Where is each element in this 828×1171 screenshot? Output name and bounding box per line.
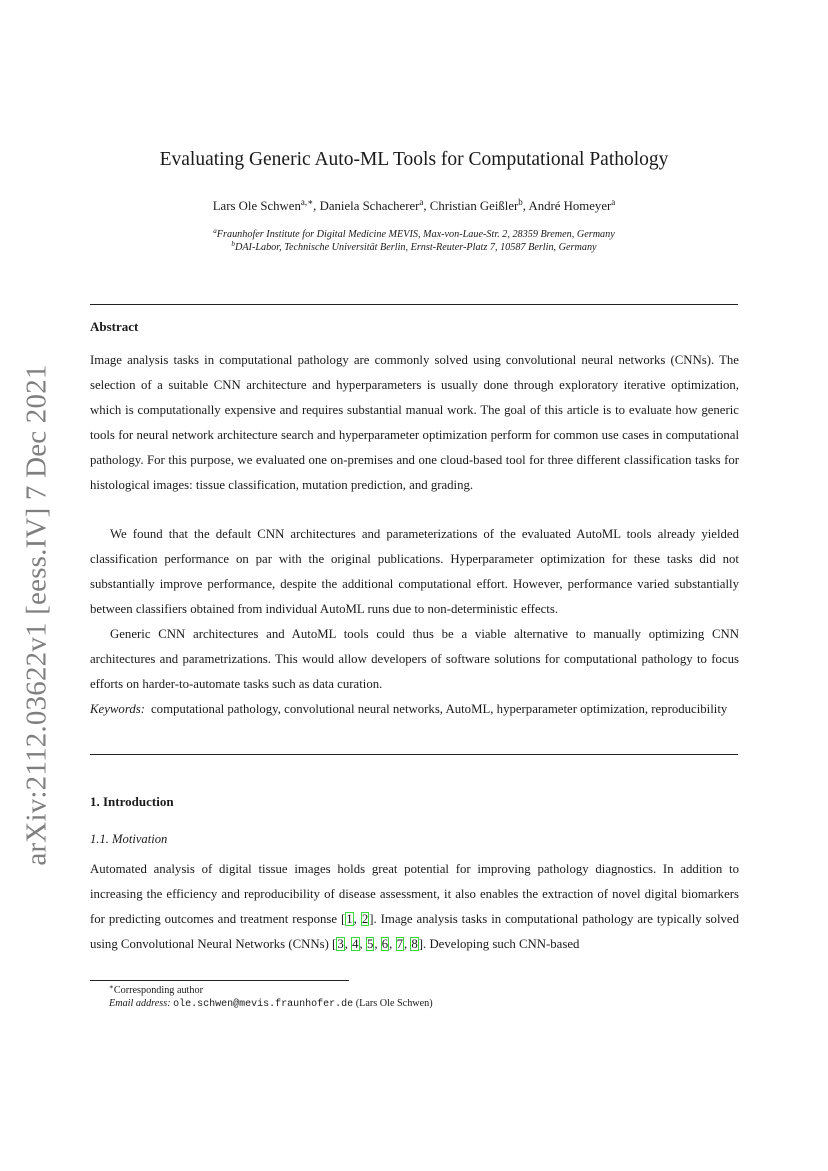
abstract-bottom-rule bbox=[90, 754, 738, 755]
footnote-rule bbox=[90, 980, 349, 981]
intro-text: Automated analysis of digital tissue images holds great potential for improving pathology diagnostics. In addition to increasing the efficiency and reproducibility of disease assessment, it also enables the extraction of novel digital biomarkers for predicting outcomes and treatment response [ bbox=[90, 862, 739, 926]
section-heading: 1. Introduction bbox=[90, 794, 174, 809]
affiliation-text: Fraunhofer Institute for Digital Medicine MEVIS, Max-von-Laue-Str. 2, 28359 Bremen, Germany bbox=[216, 229, 615, 240]
footnote-corresponding-author bbox=[109, 985, 203, 996]
author-name: André Homeyer bbox=[528, 199, 612, 213]
abstract-paragraph: Generic CNN architectures and AutoML tools could thus be a viable alternative to manually optimizing CNN architectures and parametrizations. This would allow developers of software solutions for computational pathology to focus efforts on harder-to-automate tasks such as data curation. bbox=[90, 627, 739, 691]
citation-link[interactable]: 1 bbox=[346, 911, 353, 926]
author-separator: , bbox=[313, 199, 320, 213]
affiliation-mark: a bbox=[213, 227, 217, 236]
introduction-paragraph: Automated analysis of digital tissue images holds great potential for improving pathology diagnostics. In addition to increasing the efficiency and reproducibility of disease assessment, it also enables the extraction of novel digital biomarkers for predicting outcomes and treatment response [1, 2]. Image analysis tasks in computational pathology are typically solved using Convolutional Neural Networks (CNNs) [3, 4, 5, 6, 7, 8]. Developing such CNN-based bbox=[90, 862, 739, 951]
author-name: Christian Geißler bbox=[429, 199, 519, 213]
keywords-label: Keywords: bbox=[90, 702, 145, 716]
subsection-heading: 1.1. Motivation bbox=[90, 832, 168, 846]
citation-link[interactable]: 6 bbox=[381, 936, 389, 951]
intro-text: ]. Developing such CNN-based bbox=[418, 936, 580, 951]
citation-link[interactable]: 4 bbox=[352, 936, 359, 951]
citation-link[interactable]: 8 bbox=[411, 936, 418, 951]
intro-text: ]. Image analysis tasks in computational pathology are typically solved using Convolutional Neural Networks (CNNs) [ bbox=[90, 911, 739, 951]
abstract-heading: Abstract bbox=[90, 319, 139, 334]
citation-link[interactable]: 2 bbox=[361, 911, 369, 926]
affiliation-a bbox=[0, 229, 828, 240]
author-list bbox=[0, 199, 828, 214]
citation-link[interactable]: 3 bbox=[337, 936, 344, 951]
paper-title: Evaluating Generic Auto-ML Tools for Computational Pathology bbox=[159, 149, 669, 170]
abstract-top-rule bbox=[90, 304, 738, 305]
citation-link[interactable]: 5 bbox=[366, 936, 374, 951]
arxiv-identifier-stamp: arXiv:2112.03622v1 [eess.IV] 7 Dec 2021 bbox=[20, 364, 53, 866]
affiliation-mark: b bbox=[231, 240, 235, 249]
footnote-mark: ∗ bbox=[109, 983, 114, 992]
author-separator: , bbox=[522, 199, 529, 213]
author-name: Daniela Schacherer bbox=[319, 199, 420, 213]
email-label: Email address: bbox=[109, 998, 171, 1009]
author-affiliation-mark: a bbox=[419, 197, 424, 208]
abstract-paragraph: Image analysis tasks in computational pathology are commonly solved using convolutional neural networks (CNNs). The selection of a suitable CNN architecture and hyperparameters is usually done through exploratory iterative optimization, which is computationally expensive and requires substantial manual work. The goal of this article is to evaluate how generic tools for neural network architecture search and hyperparameter optimization perform for common use cases in computational pathology. For this purpose, we evaluated one on-premises and one cloud-based tool for three different classification tasks for histological images: tissue classification, mutation prediction, and grading. bbox=[90, 353, 739, 492]
keywords-list: computational pathology, convolutional neural networks, AutoML, hyperparameter optimization, reproducibility bbox=[150, 702, 728, 716]
affiliation-text: DAI-Labor, Technische Universität Berlin, Ernst-Reuter-Platz 7, 10587 Berlin, Germany bbox=[234, 242, 597, 253]
keywords bbox=[90, 697, 739, 722]
email-owner: (Lars Ole Schwen) bbox=[355, 998, 433, 1009]
abstract-paragraph: We found that the default CNN architectures and parameterizations of the evaluated AutoML tools already yielded classification performance on par with the original publications. Hyperparameter optimization for these tasks did not substantially improve performance, despite the additional computational effort. However, performance varied substantially between classifiers obtained from individual AutoML runs due to non-deterministic effects. bbox=[90, 527, 739, 616]
author-affiliation-mark: a bbox=[611, 197, 616, 208]
author-affiliation-mark: b bbox=[518, 197, 523, 208]
email-address[interactable]: ole.schwen@mevis.fraunhofer.de bbox=[173, 999, 354, 1010]
citation-link[interactable]: 7 bbox=[396, 936, 403, 951]
author-affiliation-mark: a,∗ bbox=[300, 197, 314, 208]
footnote-email bbox=[109, 998, 433, 1010]
footnote-text: Corresponding author bbox=[113, 985, 203, 996]
affiliation-b bbox=[0, 242, 828, 253]
author-name: Lars Ole Schwen bbox=[212, 199, 301, 213]
author-separator: , bbox=[423, 199, 430, 213]
